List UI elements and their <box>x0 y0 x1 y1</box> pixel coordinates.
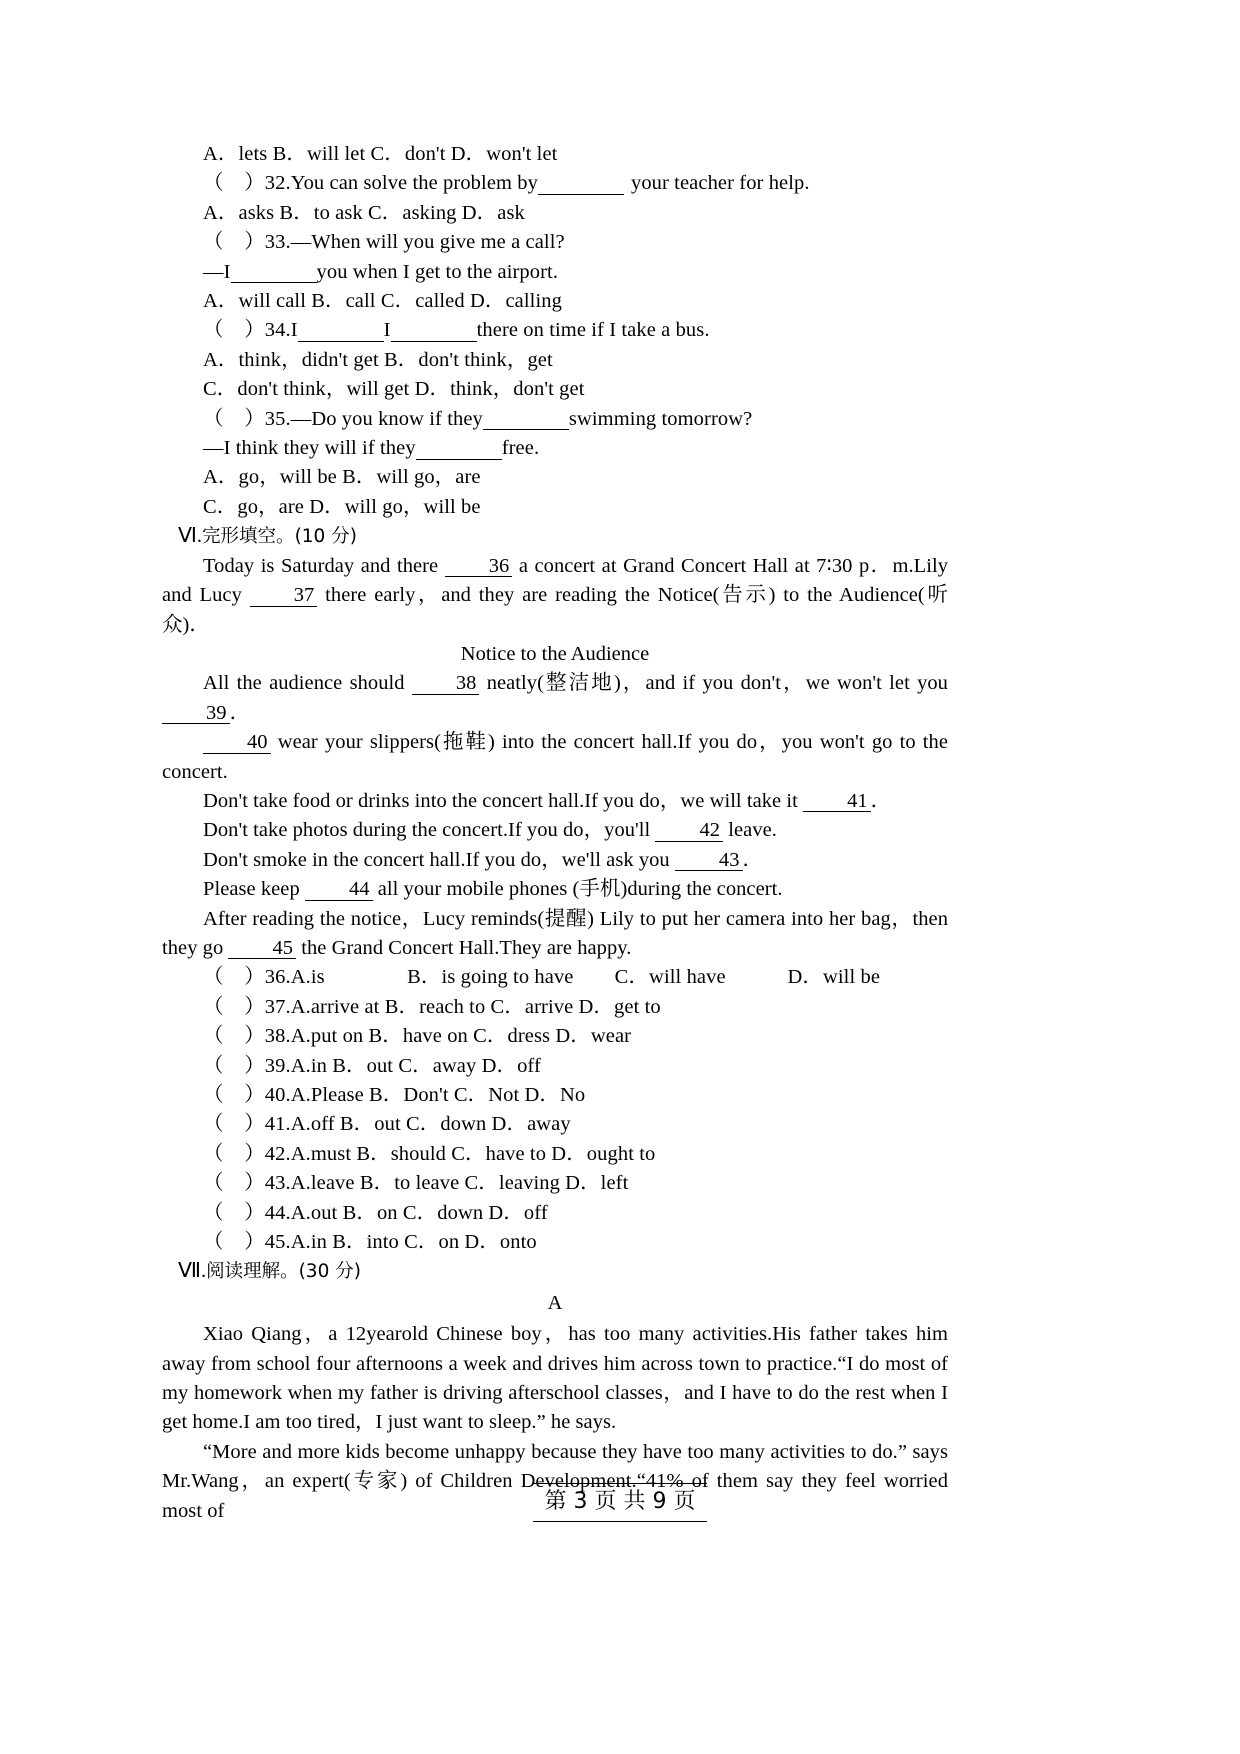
cloze-p3-a: Don't take food or drinks into the concert hall.If you do，we will take it <box>203 789 798 812</box>
q34-stem <box>162 316 948 345</box>
cloze-p1-b: neatly(整洁地)，and if you don't，we won't let you <box>486 672 948 695</box>
section-cloze-title: 完形填空。 <box>202 526 295 548</box>
cloze-p5 <box>162 846 948 875</box>
q35-stem <box>162 405 948 434</box>
reading-paragraph-1: Xiao Qiang，a 12yearold Chinese boy，has too many activities.His father takes him away from school four afternoons a week and drives him across town to practice.“I do most of my homework when my father is driving afterschool classes，and I have to do the rest when I get home.I am too tired，I just want to sleep.” he says. <box>162 1323 948 1434</box>
cloze-blank-40: 40 <box>203 732 271 754</box>
cloze-p7 <box>162 905 948 964</box>
section-reading-number: Ⅶ. <box>178 1260 207 1283</box>
q34-blank-2 <box>391 320 477 342</box>
cloze-option-line: （ ）40.A.Please B．Don't C．Not D．No <box>203 1084 586 1106</box>
reading-paragraph-2: “More and more kids become unhappy because they have too many activities to do.” says Mr.Wang，an expert(专家) of Children Development.“41% of them say they feel worried most of <box>162 1440 948 1522</box>
cloze-option-line: （ ）37.A.arrive at B．reach to C．arrive D．get to <box>203 995 661 1018</box>
cloze-option-line: （ ）41.A.off B．out C．down D．away <box>203 1113 571 1136</box>
q33-stem: （ ）33.—When will you give me a call? <box>203 231 565 254</box>
cloze-intro-1: Today is Saturday and there <box>203 554 439 577</box>
cloze-p1-a: All the audience should <box>203 672 405 695</box>
q34-options-b: C．don't think，will get D．think，don't get <box>203 378 585 401</box>
q32-stem-b: your teacher for help. <box>630 172 810 195</box>
cloze-blank-36: 36 <box>445 556 513 578</box>
cloze-option-line: （ ）43.A.leave B．to leave C．leaving D．left <box>203 1172 629 1195</box>
section-cloze-heading <box>162 522 948 551</box>
passage-label-a: A <box>547 1291 563 1314</box>
section-reading-points: (30 分) <box>298 1261 361 1283</box>
section-cloze-points: (10 分) <box>294 526 357 548</box>
q33-options: A．will call B．call C．called D．calling <box>203 290 562 313</box>
cloze-intro <box>162 552 948 640</box>
cloze-p2 <box>162 728 948 787</box>
cloze-intro-3: there early，and they are reading the Notice(告示) to the Audience(听众)． <box>162 584 949 636</box>
q35-options-b: C．go，are D．will go，will be <box>203 495 481 518</box>
cloze-p5-b: ． <box>742 848 764 871</box>
cloze-p3 <box>162 787 948 816</box>
cloze-p7-b: the Grand Concert Hall.They are happy. <box>301 936 632 959</box>
q35-reply-b: free. <box>501 437 540 460</box>
q35-reply-a: —I think they will if they <box>203 437 416 460</box>
cloze-p4 <box>162 816 948 845</box>
cloze-p1-c: ． <box>229 701 251 724</box>
cloze-p6 <box>162 875 948 904</box>
cloze-p6-b: all your mobile phones (手机)during the concert. <box>377 878 783 901</box>
section-reading-title: 阅读理解。 <box>206 1261 299 1283</box>
cloze-option-line: （ ）42.A.must B．should C．have to D．ought to <box>203 1142 656 1165</box>
cloze-blank-42: 42 <box>655 820 723 842</box>
q35-options-a: A．go，will be B．will go，are <box>203 466 481 489</box>
q33-reply-a: —I <box>203 260 231 283</box>
q35-blank-2 <box>416 438 502 460</box>
cloze-p1 <box>162 669 948 728</box>
cloze-option-line: （ ）36.A.is B．is going to have C．will have D．will be <box>203 966 881 989</box>
cloze-p5-a: Don't smoke in the concert hall.If you do，we'll ask you <box>203 848 670 871</box>
q35-stem-a: （ ）35.—Do you know if they <box>203 407 483 430</box>
cloze-blank-43: 43 <box>675 850 743 872</box>
q32-options: A．asks B．to ask C．asking D．ask <box>203 201 525 224</box>
cloze-p3-b: ． <box>870 789 892 812</box>
cloze-option-line: （ ）45.A.in B．into C．on D．onto <box>203 1231 537 1254</box>
page-number-label: 第 3 页 共 9 页 <box>533 1483 708 1522</box>
q34-blank-1 <box>298 320 384 342</box>
cloze-option-line: （ ）44.A.out B．on C．down D．off <box>203 1201 548 1224</box>
cloze-p4-a: Don't take photos during the concert.If you do，you'll <box>203 819 651 842</box>
q34-stem-b: I <box>383 319 391 342</box>
cloze-p4-b: leave. <box>728 819 777 842</box>
q34-options-a: A．think，didn't get B．don't think，get <box>203 348 553 371</box>
q33-blank <box>231 262 317 284</box>
cloze-blank-44: 44 <box>305 879 373 901</box>
notice-title: Notice to the Audience <box>460 642 650 665</box>
q32-stem-a: （ ）32.You can solve the problem by <box>203 172 538 195</box>
cloze-blank-37: 37 <box>250 585 318 607</box>
cloze-option-line: （ ）39.A.in B．out C．away D．off <box>203 1054 541 1077</box>
cloze-p6-a: Please keep <box>203 878 300 901</box>
cloze-blank-41: 41 <box>803 791 871 813</box>
section-reading-heading <box>162 1257 948 1286</box>
q35-blank-1 <box>483 409 569 431</box>
cloze-option-line: （ ）38.A.put on B．have on C．dress D．wear <box>203 1025 632 1048</box>
section-cloze-number: Ⅵ. <box>178 525 203 548</box>
q35-stem-b: swimming tomorrow? <box>568 407 753 430</box>
cloze-blank-39: 39 <box>162 703 230 725</box>
cloze-p7-a: After reading the notice，Lucy reminds(提醒) Lily to put her camera into her bag，then they go <box>162 907 948 959</box>
cloze-intro-2: a concert at Grand Concert Hall at 7∶30 p．m.Lily and Lucy <box>162 554 949 607</box>
q32-stem <box>162 169 948 198</box>
q35-reply <box>162 434 948 463</box>
q31-options: A．lets B．will let C．don't D．won't let <box>203 143 558 165</box>
page-footer <box>0 1483 1240 1522</box>
q33-reply-b: you when I get to the airport. <box>316 260 559 283</box>
q34-stem-a: （ ）34.I <box>203 319 298 342</box>
q32-blank <box>538 173 624 195</box>
q34-stem-c: there on time if I take a bus. <box>476 319 710 342</box>
cloze-p2-a: wear your slippers(拖鞋) into the concert hall.If you do，you won't go to the concert. <box>162 731 948 783</box>
cloze-blank-38: 38 <box>412 673 480 695</box>
q33-reply <box>162 258 948 287</box>
cloze-blank-45: 45 <box>228 938 296 960</box>
page-content <box>162 140 948 1526</box>
